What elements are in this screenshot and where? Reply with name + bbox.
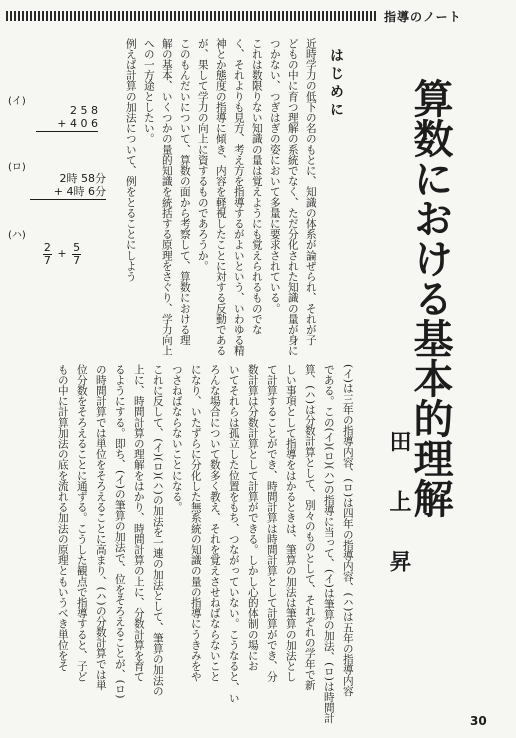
example-c-label: (ハ) — [8, 230, 26, 241]
example-b-sum-rule — [30, 199, 106, 200]
body-column: て計算することができ、時間計算は時間計算として計算ができ、分 — [265, 364, 278, 682]
intro-column: 神とか態度の指導に傾き、内容を軽視したことに対する反動である — [214, 38, 227, 356]
example-a-line1: 2 5 8 — [70, 104, 98, 117]
fraction-second-numerator: 5 — [73, 241, 81, 254]
intro-column: への一方途としたい。 — [142, 38, 155, 144]
body-column: (イ)は三年の指導内容、(ロ)は四年の指導内容、(ハ)は五年の指導内容 — [341, 364, 354, 697]
intro-column: く、それよりも見方、考え方を指導するがよいという、いわゆる精 — [232, 38, 245, 356]
body-column: るようにする。即ち、(イ)の筆算の加法で、位をそろえることが、(ロ) — [113, 364, 126, 699]
example-b-line2: + 4時 6分 — [53, 185, 106, 199]
example-b-line1: 2時 58分 — [59, 172, 106, 185]
body-column: しい事項として指導をはかるときは、筆算の加法は筆算の加法とし — [284, 364, 297, 682]
example-a-line2: + 4 0 6 — [57, 117, 98, 131]
intro-column: 例えば計算の加法について、例をとることにしよう — [124, 38, 137, 282]
body-column: 数計算は分数計算として計算ができる。しかし心的体制の場にお — [246, 364, 259, 672]
intro-column: 近時学力の低下の名のもとに、知識の体系が論ぜられ、それが子 — [304, 38, 317, 346]
author-name: 田上昇 — [386, 430, 412, 610]
section-heading: はじめに — [328, 48, 344, 120]
body-column: 上に、時間計算の理解をはかり、時間計算の上に、分数計算を育て — [132, 364, 145, 682]
intro-column: 解の基本、いくつかの量的知識を統括する原理をさぐり、学力向上 — [160, 38, 173, 356]
body-column: これに反して、(イ)(ロ)(ハ)の加法を一連の加法として、筆算の加法の — [151, 364, 164, 697]
intro-column: このもんだいについて、算数の面から考察して、算数における理 — [178, 38, 191, 346]
example-a-label: (イ) — [8, 96, 26, 107]
example-a-sum — [36, 104, 98, 132]
fraction-first-denominator: 7 — [43, 253, 51, 267]
body-column: である。この(イ)(ロ)(ハ)の指導に当って、(イ)は筆算の加法、(ロ)は時間計 — [322, 364, 335, 724]
header-hatch-rule — [6, 11, 378, 21]
example-b-sum — [30, 172, 106, 200]
intro-column: どもの中に育つ理解の系統でなく、ただ分化された知識の量が身に — [286, 38, 299, 356]
plus-sign: + — [57, 247, 67, 261]
body-column: もの中に計算加法の底を流れる加法の原理ともいうべき単位をそ — [56, 364, 69, 672]
fraction-first — [43, 242, 52, 266]
example-a-sum-rule — [36, 131, 98, 132]
fraction-first-numerator: 2 — [43, 241, 51, 254]
body-column: 算、(ハ)は分数計算として、別々のものとして、それぞれの学年で新 — [303, 364, 316, 691]
body-column: になり、いたずらに分化した無系統の知識の量の指導にうきみをや — [189, 364, 202, 682]
intro-column: これは数限りない知識の量は覚えようにも覚えられるものでな — [250, 38, 263, 335]
series-label: 指導のノート — [384, 10, 462, 24]
body-column: いてそれらは孤立した位置をもち、つながっていない。こうなると、い — [227, 364, 240, 704]
article-title: 算数における基本的理解 — [407, 78, 454, 518]
fraction-second-denominator: 7 — [73, 253, 81, 267]
body-column: ろんな場合について数多く教え、それを覚えさせねばならないこと — [208, 364, 221, 682]
example-b-label: (ロ) — [8, 162, 26, 173]
example-c-expression — [22, 242, 102, 266]
page-number: 30 — [470, 714, 487, 728]
body-column: つさねばならないことになる。 — [170, 364, 183, 513]
intro-column: つかない、つぎはぎの姿において多量に要求されている。 — [268, 38, 281, 314]
body-column: の時間計算では単位をそろえることに高まり、(ハ)の分数計算では単 — [94, 364, 107, 691]
body-column: 位分数をそろえることに通ずる。こうした観点で指導すると、子ど — [75, 364, 88, 682]
fraction-second — [72, 242, 81, 266]
intro-column: が、果して学力の向上に資するものであろうか。 — [196, 38, 209, 272]
